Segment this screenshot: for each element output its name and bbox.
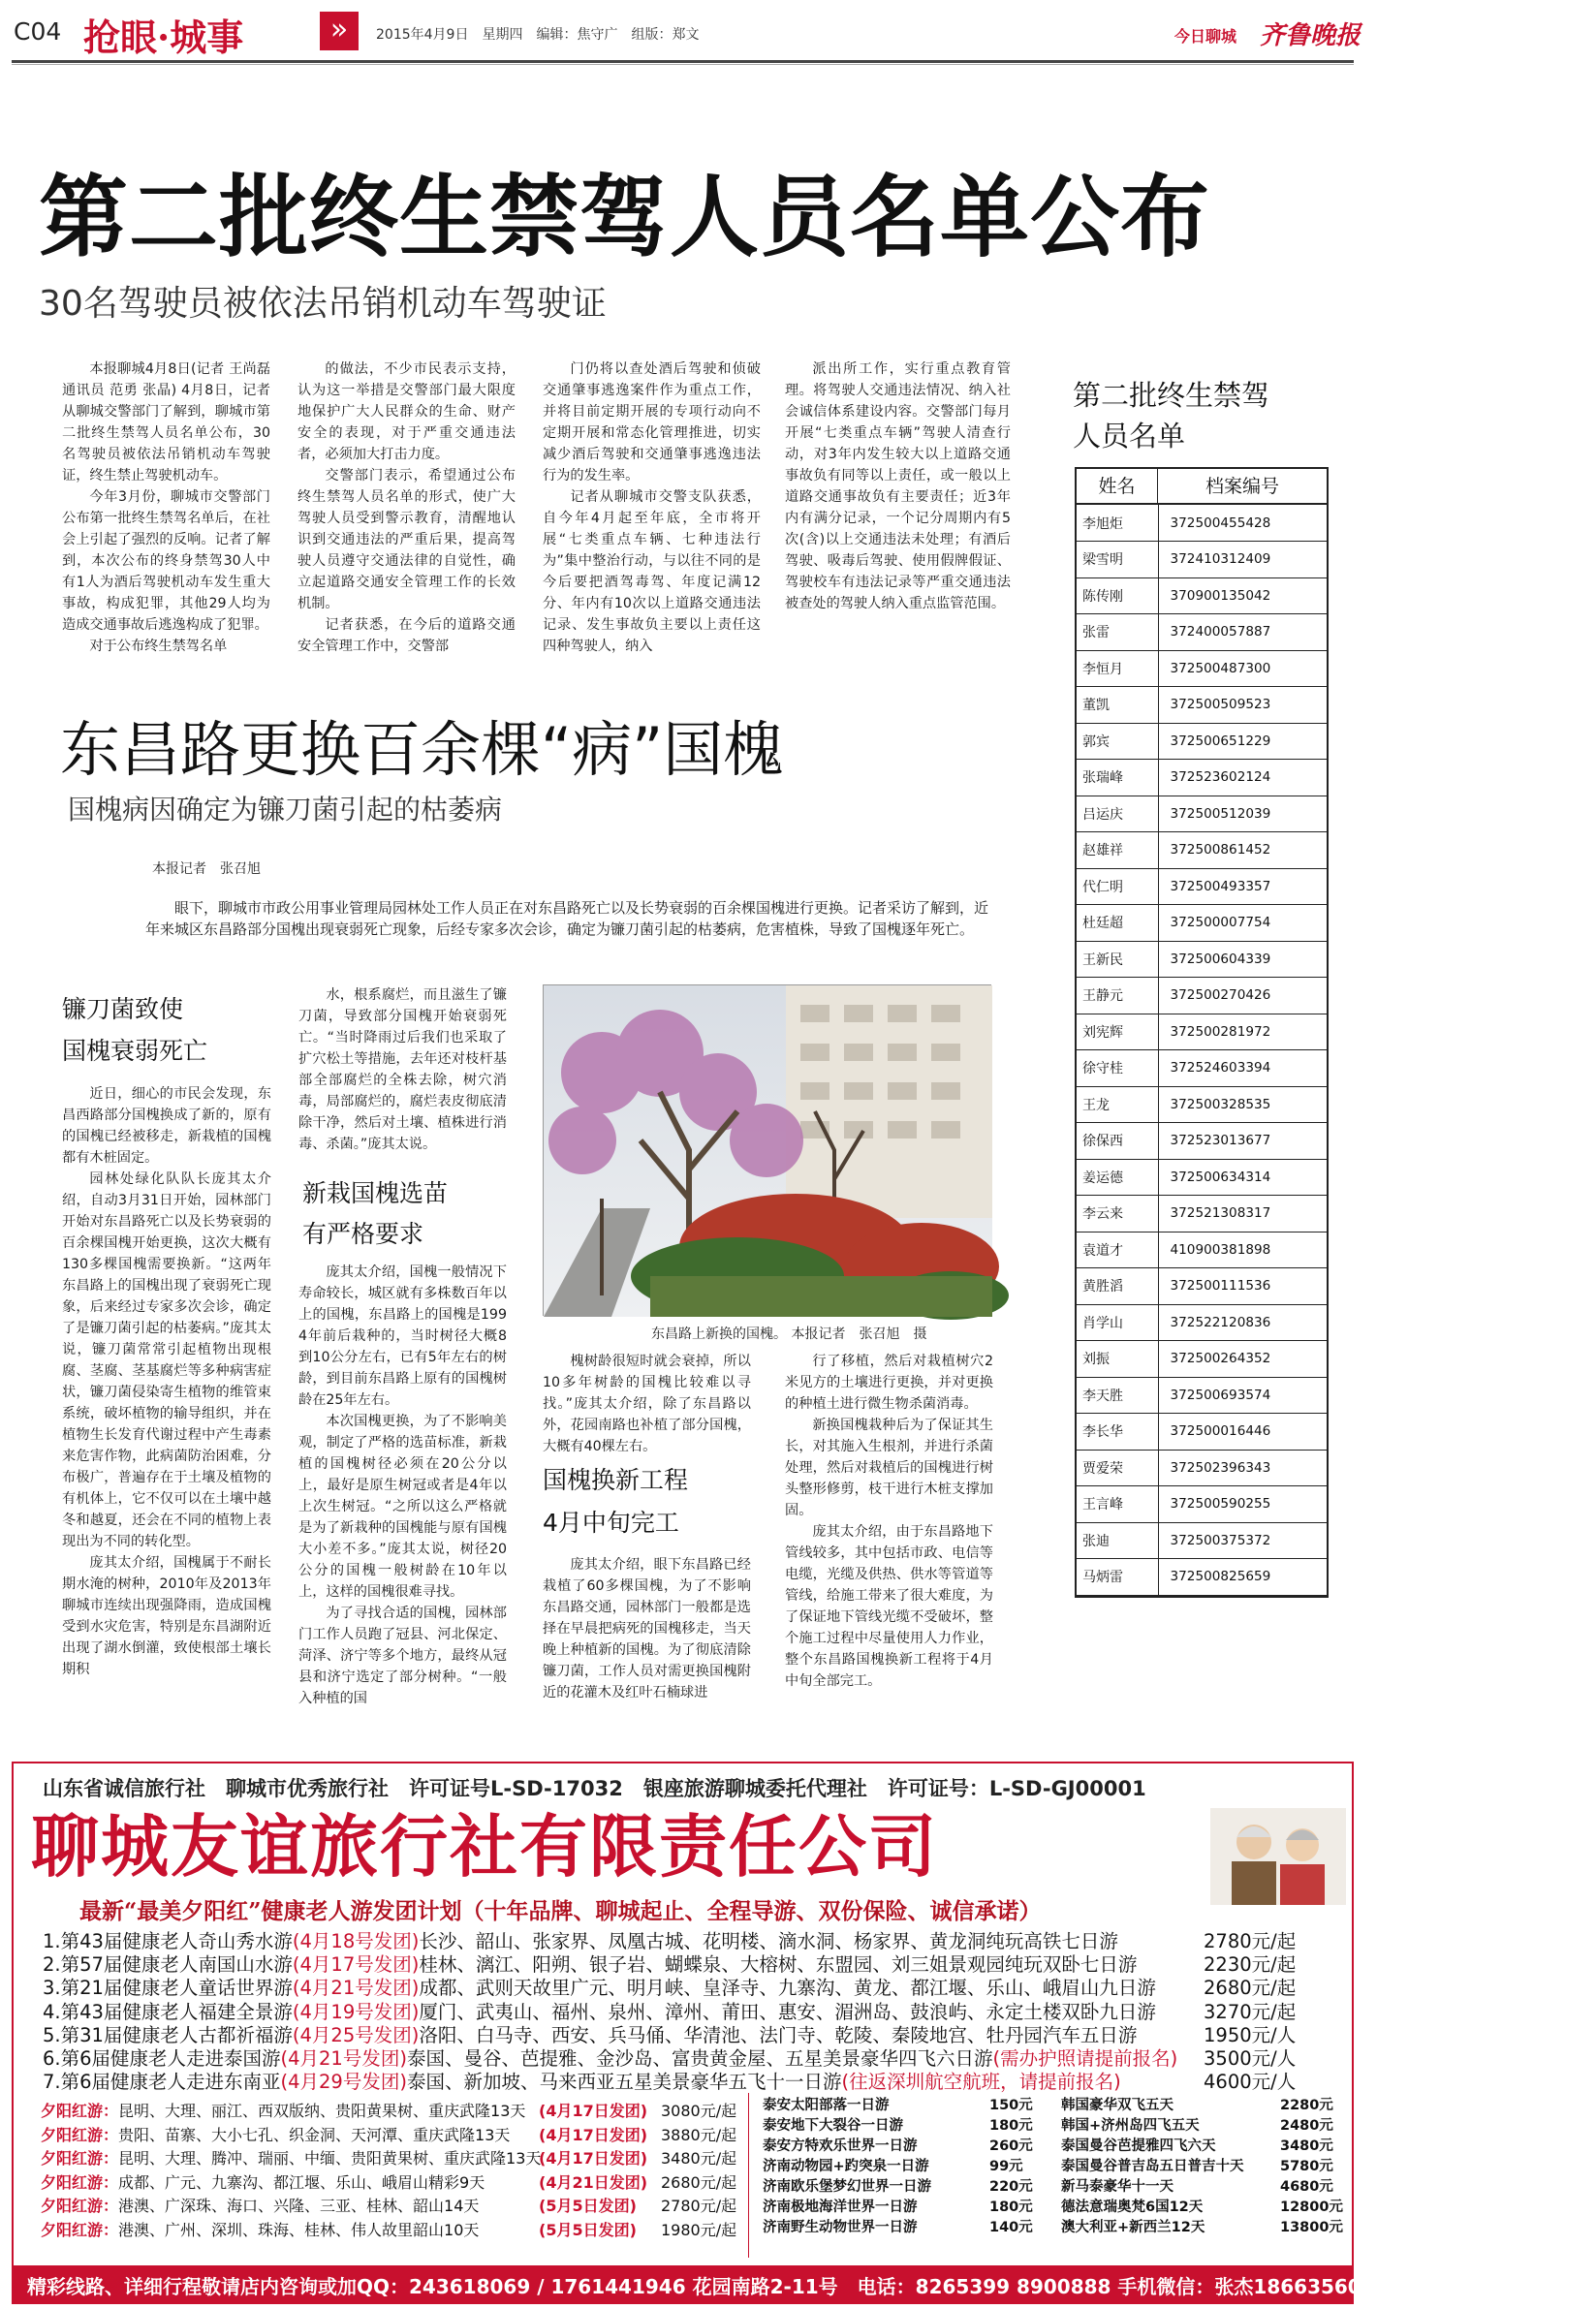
paragraph: 门仍将以查处酒后驾驶和侦破交通肇事逃逸案件作为重点工作，并将目前定期开展的专项行动向不定期开展和常态化管理推进，切实减少酒后驾驶和交通肇事逃逸违法行为的发生率。 — [543, 361, 761, 484]
article1-subtitle: 30名驾驶员被依法吊销机动车驾驶证 — [39, 284, 607, 324]
header-rule — [12, 60, 1354, 63]
table-row — [1077, 978, 1327, 1014]
table-row — [1077, 1559, 1327, 1596]
issue-meta: 2015年4月9日 星期四 编辑：焦守广 组版：郑文 — [376, 27, 700, 43]
table-row — [1077, 1414, 1327, 1451]
table-row — [1077, 1159, 1327, 1196]
file-number: 372523602124 — [1158, 760, 1327, 796]
file-number: 372500007754 — [1158, 905, 1327, 942]
ad-footer-text: 精彩线路、详细行程敬请店内咨询或加QQ：243618069 / 1761441946 花园南路2-11号 电话：8265399 8900888 手机微信：张杰18663560369 艳茹18663560258 — [27, 2275, 1596, 2298]
tour-item — [43, 1953, 1137, 1977]
file-number: 372500111536 — [1158, 1268, 1327, 1305]
tour-date: (4月21号发团) — [280, 2047, 407, 2070]
driver-name: 张雷 — [1077, 614, 1158, 651]
sunset-tour-item — [41, 2196, 479, 2218]
file-number: 372522120836 — [1158, 1304, 1327, 1341]
paragraph: 近日，细心的市民会发现，东昌西路部分国槐换成了新的，原有的国槐已经被移走，新栽植的国槐都有木桩固定。 — [62, 1086, 271, 1166]
intl-trip-price: 5780元 — [1280, 2159, 1333, 2174]
intl-trip-price: 3480元 — [1280, 2138, 1333, 2154]
tour-name: 5.第31届健康老人古都祈福游 — [43, 2023, 293, 2046]
table-row — [1077, 1486, 1327, 1523]
name-table-header — [1077, 469, 1327, 505]
file-number: 372410312409 — [1158, 542, 1327, 578]
table-row — [1077, 723, 1327, 760]
tour-route: 泰国、新加坡、马来西亚五星美景豪华五飞十一日游 — [406, 2071, 842, 2094]
driver-name: 郭宾 — [1077, 723, 1158, 760]
tour-name: 4.第43届健康老人福建全景游 — [43, 2000, 293, 2023]
driver-name: 董凯 — [1077, 687, 1158, 724]
driver-name: 张瑞峰 — [1077, 760, 1158, 796]
paragraph: 本次国槐更换，为了不影响美观，制定了严格的选苗标准，新栽植的国槐树径必须在20公分以上，最好是原生树冠或者是4年以上次生树冠。“之所以这么严格就是为了新栽种的国槐能与原有国槐大小差不多。”庞其太说，树径20公分的国槐一般树龄在10年以上，这样的国槐很难寻找。 — [298, 1414, 507, 1600]
paragraph: 本报聊城4月8日(记者 王尚磊 通讯员 范勇 张晶) 4月8日，记者从聊城交警部门了解到，聊城市第二批终生禁驾人员名单公布，30名驾驶员被依法吊销机动车驾驶证，终生禁止驾驶机动车。 — [62, 361, 270, 484]
file-number: 372524603394 — [1158, 1050, 1327, 1087]
subhead-1-line2: 国槐衰弱死亡 — [62, 1037, 208, 1065]
intl-trip-price: 2480元 — [1280, 2118, 1333, 2134]
tour-price: 3500元/人 — [1204, 2047, 1297, 2070]
file-number: 372500493357 — [1158, 868, 1327, 905]
tour-item — [43, 2071, 1121, 2094]
sunset-date-text: (4月21日发团) — [539, 2172, 648, 2192]
paragraph: 对于公布终生禁驾名单 — [89, 639, 228, 654]
short-trip-name: 泰安太阳部落一日游 — [763, 2098, 890, 2113]
page-header — [0, 0, 1365, 68]
driver-name: 张迪 — [1077, 1522, 1158, 1559]
file-number: 372500693574 — [1158, 1377, 1327, 1414]
sidebar-title-line2: 人员名单 — [1073, 420, 1186, 452]
sunset-date-text: (4月17日发团) — [539, 2102, 648, 2120]
paragraph: 庞其太介绍，眼下东昌路已经栽植了60多棵国槐，为了不影响东昌路交通，园林部门一般都是选择在早晨把病死的国槐移走，当天晚上种植新的国槐。为了彻底清除镰刀菌，工作人员对需更换国槐附近的花灌木及红叶石楠球进 — [543, 1557, 751, 1701]
name-table-body — [1077, 505, 1327, 1596]
intl-trip-name: 韩国豪华双飞五天 — [1061, 2098, 1174, 2113]
table-row — [1077, 650, 1327, 687]
paragraph: 园林处绿化队队长庞其太介绍，自动3月31日开始，园林部门开始对东昌路死亡以及长势衰弱的百余棵国槐开始更换，这次大概有130多棵国槐需要换新。“这两年东昌路上的国槐出现了衰弱死亡现象，后来经过专家多次会诊，确定了是镰刀菌引起的枯萎病。”庞其太说，镰刀菌常常引起植物出现根腐、茎腐、茎基腐烂等多种病害症状，镰刀菌侵染寄生植物的维管束系统，破坏植物的输导组织，并在植物生长发育代谢过程中产生毒素来危害作物，此病菌防治困难，分布极广，普遍存在于土壤及植物的有机体上，它不仅可以在土壤中越冬和越夏，还会在不同的植物上表现出为不同的转化型。 — [62, 1171, 271, 1549]
sidebar-title-line1: 第二批终生禁驾 — [1073, 379, 1270, 412]
ad-footer-bar — [14, 2265, 1596, 2302]
driver-name: 陈传刚 — [1077, 577, 1158, 614]
tour-date: (4月25号发团) — [292, 2023, 420, 2046]
file-number: 372500455428 — [1158, 505, 1327, 542]
driver-name: 李旭炬 — [1077, 505, 1158, 542]
intl-trip-name: 德法意瑞奥梵6国12天 — [1061, 2200, 1204, 2215]
driver-name: 黄胜滔 — [1077, 1268, 1158, 1305]
sunset-label: 夕阳红游： — [41, 2172, 119, 2192]
photo-caption: 东昌路上新换的国槐。 本报记者 张召旭 摄 — [651, 1326, 927, 1342]
sunset-price: 2680元/起 — [661, 2172, 737, 2192]
sunset-label: 夕阳红游： — [41, 2149, 119, 2168]
table-row — [1077, 832, 1327, 869]
paper-logo: 齐鲁晚报 — [1260, 21, 1361, 50]
file-number: 372502396343 — [1158, 1450, 1327, 1486]
file-number: 372500512039 — [1158, 796, 1327, 832]
short-trip-price: 180元 — [989, 2200, 1033, 2215]
short-trip-price: 220元 — [989, 2179, 1033, 2195]
short-trip-name: 济南动物园+趵突泉一日游 — [763, 2159, 929, 2174]
paragraph: 槐树龄很短时就会衰掉，所以10多年树龄的国槐比较难以寻找。”庞其太介绍，除了东昌路以外，花园南路也补植了部分国槐，大概有40棵左右。 — [543, 1354, 751, 1454]
driver-name: 赵雄祥 — [1077, 832, 1158, 869]
tour-item — [43, 1977, 1156, 2000]
ad-top-line: 山东省诚信旅行社 聊城市优秀旅行社 许可证号L-SD-17032 银座旅游聊城委托代理社 许可证号：L-SD-GJ00001 — [43, 1777, 1146, 1800]
driver-name: 王言峰 — [1077, 1486, 1158, 1523]
sunset-date-text: (4月17日发团) — [539, 2149, 648, 2168]
intl-trip-price: 13800元 — [1280, 2220, 1343, 2235]
file-number: 372500509523 — [1158, 687, 1327, 724]
ad-company-name: 聊城友谊旅行社有限责任公司 — [31, 1807, 938, 1887]
sunset-price: 1980元/起 — [661, 2220, 737, 2239]
file-number: 372500328535 — [1158, 1086, 1327, 1123]
tour-name: 6.第6届健康老人走进泰国游 — [43, 2047, 281, 2070]
tour-name: 3.第21届健康老人童话世界游 — [43, 1977, 293, 2000]
article2-subtitle: 国槐病因确定为镰刀菌引起的枯萎病 — [68, 794, 503, 826]
tour-route: 泰国、曼谷、芭提雅、金沙岛、富贵黄金屋、五星美景豪华四飞六日游 — [406, 2047, 993, 2070]
table-row — [1077, 1268, 1327, 1305]
driver-name: 姜运德 — [1077, 1159, 1158, 1196]
driver-name: 李云来 — [1077, 1196, 1158, 1233]
sunset-route: 港澳、广深珠、海口、兴隆、三亚、桂林、韶山14天 — [118, 2197, 480, 2215]
article2-title: 东昌路更换百余棵“病”国槐 — [60, 714, 784, 785]
tour-price: 1950元/人 — [1204, 2023, 1297, 2046]
paragraph: 水，根系腐烂，而且滋生了镰刀菌，导致部分国槐开始衰弱死亡。“当时降雨过后我们也采取了扩穴松土等措施，去年还对枝杆基部全部腐烂的全株去除，树穴消毒，局部腐烂的，腐烂表皮彻底清除干净，然后对土壤、植株进行消毒、杀菌。”庞其太说。 — [298, 987, 507, 1152]
sunset-route: 港澳、广州、深圳、珠海、桂林、伟人故里韶山10天 — [118, 2220, 480, 2239]
driver-name: 刘振 — [1077, 1341, 1158, 1378]
sunset-tour-item — [41, 2220, 479, 2242]
intl-trip-price: 12800元 — [1280, 2200, 1343, 2215]
driver-name: 杜廷超 — [1077, 905, 1158, 942]
article2-lead — [145, 897, 988, 961]
travel-ad — [12, 1762, 1596, 2304]
table-row — [1077, 1050, 1327, 1087]
intl-trip-name: 澳大利亚+新西兰12天 — [1061, 2220, 1205, 2235]
intl-trip-price: 2280元 — [1280, 2098, 1333, 2113]
driver-name: 李恒月 — [1077, 650, 1158, 687]
file-number: 372521308317 — [1158, 1196, 1327, 1233]
tour-route: 长沙、韶山、张家界、凤凰古城、花明楼、滴水洞、杨家界、黄龙洞纯玩高铁七日游 — [419, 1930, 1118, 1952]
paragraph: 新换国槐栽种后为了保证其生长，对其施入生根剂，并进行杀菌处理，然后对栽植后的国槐进行树头整形修剪，枝干进行木桩支撑加固。 — [785, 1418, 993, 1518]
sunset-date-text: (4月17日发团) — [539, 2125, 648, 2144]
paragraph: 派出所工作，实行重点教育管理。将驾驶人交通违法情况、纳入社会诚信体系建设内容。交警部门每月开展“七类重点车辆”驾驶人清查行动，对3年内发生较大以上道路交通事故负有同等以上责任，或一般以上道路交通事故负有主要责任；近3年内有满分记录，一个记分周期内有5次(含)以上交通违法未处理；有酒后驾驶、吸毒后驾驶、使用假牌假证、驾驶校车有违法记录等严重交通违法被查处的驾驶人纳入重点监管范围。 — [785, 361, 1011, 611]
short-trip-price: 180元 — [989, 2118, 1033, 2134]
tour-item — [43, 2001, 1156, 2024]
article1-column-2 — [297, 359, 516, 674]
tour-price: 2780元/起 — [1204, 1930, 1297, 1952]
paragraph: 行了移植，然后对栽植树穴2米见方的土壤进行更换，并对更换的种植土进行微生物杀菌消毒。 — [785, 1354, 993, 1412]
paragraph: 记者获悉，在今后的道路交通安全管理工作中，交警部 — [297, 617, 516, 654]
sunset-route: 昆明、大理、丽江、西双版纳、贵阳黄果树、重庆武隆13天 — [118, 2102, 526, 2120]
ad-headline: 最新“最美夕阳红”健康老人游发团计划（十年品牌、聊城起止、全程导游、双份保险、诚信承诺） — [79, 1898, 1042, 1924]
table-row — [1077, 1522, 1327, 1559]
intl-trip-price: 4680元 — [1280, 2179, 1333, 2195]
driver-name: 刘宪辉 — [1077, 1014, 1158, 1050]
sunset-price: 3080元/起 — [661, 2102, 737, 2120]
article2-column-b2 — [298, 1262, 507, 1732]
sunset-date-text: (5月5日发团) — [539, 2197, 637, 2215]
short-trip-name: 泰安地下大裂谷一日游 — [763, 2118, 903, 2134]
sunset-tour-item — [41, 2101, 525, 2123]
sunset-date — [539, 2101, 647, 2123]
table-row — [1077, 1450, 1327, 1486]
article1-title: 第二批终生禁驾人员名单公布 — [39, 166, 1211, 269]
driver-name: 王龙 — [1077, 1086, 1158, 1123]
tour-date: (4月17号发团) — [292, 1953, 420, 1977]
file-number: 372523013677 — [1158, 1123, 1327, 1160]
driver-name: 贾爱荣 — [1077, 1450, 1158, 1486]
driver-name: 肖学山 — [1077, 1304, 1158, 1341]
driver-name: 代仁明 — [1077, 868, 1158, 905]
driver-name: 吕运庆 — [1077, 796, 1158, 832]
driver-name: 袁道才 — [1077, 1232, 1158, 1268]
subhead-2-line2: 有严格要求 — [302, 1220, 424, 1248]
file-number: 370900135042 — [1158, 577, 1327, 614]
sunset-label: 夕阳红游： — [41, 2220, 119, 2239]
subhead-3-line1: 国槐换新工程 — [543, 1466, 689, 1494]
article2-byline: 本报记者 张召旭 — [152, 861, 261, 877]
paper-prefix: 今日聊城 — [1174, 27, 1237, 46]
driver-name: 马炳雷 — [1077, 1559, 1158, 1596]
col-name-header: 姓名 — [1077, 469, 1158, 503]
short-trip-price: 260元 — [989, 2138, 1033, 2154]
table-row — [1077, 1304, 1327, 1341]
tree-photo — [543, 984, 991, 1316]
tour-route: 洛阳、白马寺、西安、兵马俑、华清池、法门寺、乾陵、秦陵地宫、牡丹园汽车五日游 — [419, 2023, 1138, 2046]
tour-route: 厦门、武夷山、福州、泉州、漳州、莆田、惠安、湄洲岛、鼓浪屿、永定土楼双卧九日游 — [419, 2000, 1156, 2023]
sunset-date — [539, 2125, 647, 2147]
sunset-tour-item — [41, 2172, 485, 2195]
intl-trip-name: 韩国+济州岛四飞五天 — [1061, 2118, 1200, 2134]
tour-date: (4月18号发团) — [292, 1930, 420, 1952]
intl-trip-name: 泰国曼谷普吉岛五日普吉十天 — [1061, 2159, 1244, 2174]
article2-column-a — [62, 1083, 271, 1732]
tour-note: (往返深圳航空航班，请提前报名) — [841, 2071, 1121, 2094]
sunset-price: 2780元/起 — [661, 2197, 737, 2215]
table-row — [1077, 1232, 1327, 1268]
tour-route: 桂林、漓江、阳朔、银子岩、蝴蝶泉、大榕树、东盟园、刘三姐景观园纯玩双卧七日游 — [419, 1953, 1138, 1977]
file-number: 372400057887 — [1158, 614, 1327, 651]
article2-column-c2 — [543, 1554, 751, 1732]
file-number: 372500487300 — [1158, 650, 1327, 687]
tour-item — [43, 2024, 1137, 2047]
sunset-date — [539, 2148, 647, 2170]
table-row — [1077, 1086, 1327, 1123]
driver-name: 徐守桂 — [1077, 1050, 1158, 1087]
sunset-date — [539, 2172, 647, 2195]
tour-route: 成都、武则天故里广元、明月峡、皇泽寺、九寨沟、黄龙、都江堰、乐山、峨眉山九日游 — [419, 1977, 1156, 2000]
ad-elderly-photo — [1210, 1808, 1346, 1905]
article2-column-b1 — [298, 984, 507, 1155]
table-row — [1077, 1377, 1327, 1414]
sunset-label: 夕阳红游： — [41, 2197, 119, 2215]
sunset-route: 昆明、大理、腾冲、瑞丽、中缅、贵阳黄果树、重庆武隆13天 — [118, 2149, 542, 2168]
tree-photo-illustration — [544, 985, 992, 1317]
table-row — [1077, 941, 1327, 978]
driver-name: 李长华 — [1077, 1414, 1158, 1451]
tour-item — [43, 1930, 1118, 1953]
file-number: 372500264352 — [1158, 1341, 1327, 1378]
sunset-route: 成都、广元、九寨沟、都江堰、乐山、峨眉山精彩9天 — [118, 2172, 485, 2192]
table-row — [1077, 687, 1327, 724]
paragraph: 交警部门表示，希望通过公布终生禁驾人员名单的形式，使广大驾驶人员受到警示教育，清醒地认识到交通违法的严重后果，提高驾驶人员遵守交通法律的自觉性，确立起道路交通安全管理工作的长效机制。 — [297, 468, 516, 611]
short-trip-name: 济南极地海洋世界一日游 — [763, 2200, 918, 2215]
short-trip-price: 150元 — [989, 2098, 1033, 2113]
paragraph: 为了寻找合适的国槐，园林部门工作人员跑了冠县、河北保定、菏泽、济宁等多个地方，最终从冠县和济宁选定了部分树种。“一般入种植的国 — [298, 1606, 507, 1706]
file-number: 372500590255 — [1158, 1486, 1327, 1523]
tour-name: 2.第57届健康老人南国山水游 — [43, 1953, 293, 1977]
sunset-tour-item — [41, 2148, 541, 2170]
table-row — [1077, 1123, 1327, 1160]
table-row — [1077, 905, 1327, 942]
short-trip-name: 泰安方特欢乐世界一日游 — [763, 2138, 918, 2154]
file-number: 372500270426 — [1158, 978, 1327, 1014]
article1-column-4 — [785, 359, 1011, 674]
paragraph: 庞其太介绍，由于东昌路地下管线较多，其中包括市政、电信等电缆，光缆及供热、供水等管道等管线，给施工带来了很大难度，为了保证地下管线光缆不受破坏，整个施工过程中尽量使用人力作业，整个东昌路国槐换新工程将于4月中旬全部完工。 — [785, 1524, 993, 1689]
paragraph: 记者从聊城市交警支队获悉，自今年4月起至年底，全市将开展“七类重点车辆、七种违法行为”集中整治行动，与以往不同的是今后要把酒驾毒驾、年度记满12分、年内有10次以上道路交通违法记录、发生事故负主要以上责任这四种驾驶人，纳入 — [543, 489, 761, 654]
sunset-label: 夕阳红游： — [41, 2125, 119, 2144]
subhead-1-line1: 镰刀菌致使 — [62, 995, 184, 1023]
file-number: 410900381898 — [1158, 1232, 1327, 1268]
table-row — [1077, 796, 1327, 832]
tour-date: (4月29号发团) — [280, 2071, 407, 2094]
tour-price: 4600元/人 — [1204, 2071, 1297, 2094]
driver-name: 王静元 — [1077, 978, 1158, 1014]
file-number: 372500016446 — [1158, 1414, 1327, 1451]
page-number: C04 — [14, 17, 62, 46]
header-rule-thin — [12, 64, 1354, 65]
file-number: 372500825659 — [1158, 1559, 1327, 1596]
tour-item — [43, 2047, 1177, 2071]
section-chevron-icon: » — [320, 12, 359, 50]
short-trip-name: 济南欧乐堡梦幻世界一日游 — [763, 2179, 931, 2195]
file-number: 372500651229 — [1158, 723, 1327, 760]
table-row — [1077, 1341, 1327, 1378]
driver-name: 梁雪明 — [1077, 542, 1158, 578]
elderly-couple-icon — [1210, 1808, 1346, 1905]
table-row — [1077, 505, 1327, 542]
table-row — [1077, 1014, 1327, 1050]
short-trip-price: 140元 — [989, 2220, 1033, 2235]
file-number: 372500604339 — [1158, 941, 1327, 978]
table-row — [1077, 614, 1327, 651]
paragraph: 今年3月份，聊城市交警部门公布第一批终生禁驾名单后，在社会上引起了强烈的反响。记者了解到，本次公布的终身禁驾30人中有1人为酒后驾驶机动车发生重大事故，构成犯罪，其他29人均为造成交通事故后逃逸构成了犯罪。 — [62, 489, 270, 633]
tour-note: (需办护照请提前报名) — [992, 2047, 1178, 2070]
tour-price: 2230元/起 — [1204, 1953, 1297, 1977]
sunset-date — [539, 2220, 637, 2242]
sidebar-panel — [1063, 359, 1354, 1734]
short-trip-box — [748, 2093, 1343, 2258]
tour-date: (4月21号发团) — [292, 1977, 420, 2000]
file-number: 372500861452 — [1158, 832, 1327, 869]
table-row — [1077, 577, 1327, 614]
article2-column-c1 — [543, 1351, 751, 1459]
paragraph: 庞其太介绍，国槐一般情况下寿命较长，城区就有多株数百年以上的国槐，东昌路上的国槐是1994年前后栽种的，当时树径大概8到10公分左右，已有5年左右的树龄，到目前东昌路上原有的国槐树龄在25年左右。 — [298, 1264, 507, 1408]
tour-name: 1.第43届健康老人奇山秀水游 — [43, 1930, 293, 1952]
table-row — [1077, 760, 1327, 796]
table-row — [1077, 542, 1327, 578]
driver-name: 王新民 — [1077, 941, 1158, 978]
article1-column-1 — [62, 359, 270, 674]
tour-price: 3270元/起 — [1204, 2000, 1297, 2023]
driver-name: 李天胜 — [1077, 1377, 1158, 1414]
sunset-label: 夕阳红游： — [41, 2102, 119, 2120]
driver-name: 徐保西 — [1077, 1123, 1158, 1160]
article1-column-3 — [543, 359, 761, 674]
col-id-header: 档案编号 — [1205, 476, 1279, 497]
tour-price: 2680元/起 — [1204, 1977, 1297, 2000]
sunset-date — [539, 2196, 637, 2218]
subhead-3-line2: 4月中旬完工 — [543, 1509, 679, 1537]
file-number: 372500281972 — [1158, 1014, 1327, 1050]
paragraph: 的做法，不少市民表示支持，认为这一举措是交警部门最大限度地保护广大人民群众的生命、财产安全的表现，对于严重交通违法者，必须加大打击力度。 — [297, 361, 516, 462]
name-table — [1075, 467, 1329, 1598]
paragraph: 眼下，聊城市市政公用事业管理局园林处工作人员正在对东昌路死亡以及长势衰弱的百余棵国槐进行更换。记者采访了解到，近年来城区东昌路部分国槐出现衰弱死亡现象，后经专家多次会诊，确定为镰刀菌引起的枯萎病，危害植株，导致了国槐逐年死亡。 — [145, 899, 989, 938]
paragraph: 庞其太介绍，国槐属于不耐长期水淹的树种，2010年及2013年聊城市连续出现强降雨，造成国槐受到水灾危害，特别是东昌湖附近出现了湖水倒灌，致使根部土壤长期积 — [62, 1555, 271, 1677]
subhead-2-line1: 新栽国槐选苗 — [302, 1179, 449, 1207]
tour-date: (4月19号发团) — [292, 2000, 420, 2023]
sunset-route: 贵阳、苗寨、大小七孔、织金洞、天河潭、重庆武隆13天 — [118, 2125, 511, 2144]
section-title: 抢眼·城事 — [83, 16, 244, 59]
table-row — [1077, 1196, 1327, 1233]
intl-trip-name: 泰国曼谷芭提雅四飞六天 — [1061, 2138, 1216, 2154]
file-number: 372500634314 — [1158, 1159, 1327, 1196]
intl-trip-name: 新马泰豪华十一天 — [1061, 2179, 1174, 2195]
sunset-tour-item — [41, 2125, 510, 2147]
short-trip-name: 济南野生动物世界一日游 — [763, 2220, 918, 2235]
table-row — [1077, 868, 1327, 905]
short-trip-price: 99元 — [989, 2159, 1023, 2174]
sunset-price: 3880元/起 — [661, 2125, 737, 2144]
article2-column-d — [785, 1351, 993, 1732]
tour-name: 7.第6届健康老人走进东南亚 — [43, 2071, 281, 2094]
file-number: 372500375372 — [1158, 1522, 1327, 1559]
sunset-date-text: (5月5日发团) — [539, 2220, 637, 2239]
sunset-price: 3480元/起 — [661, 2149, 737, 2168]
